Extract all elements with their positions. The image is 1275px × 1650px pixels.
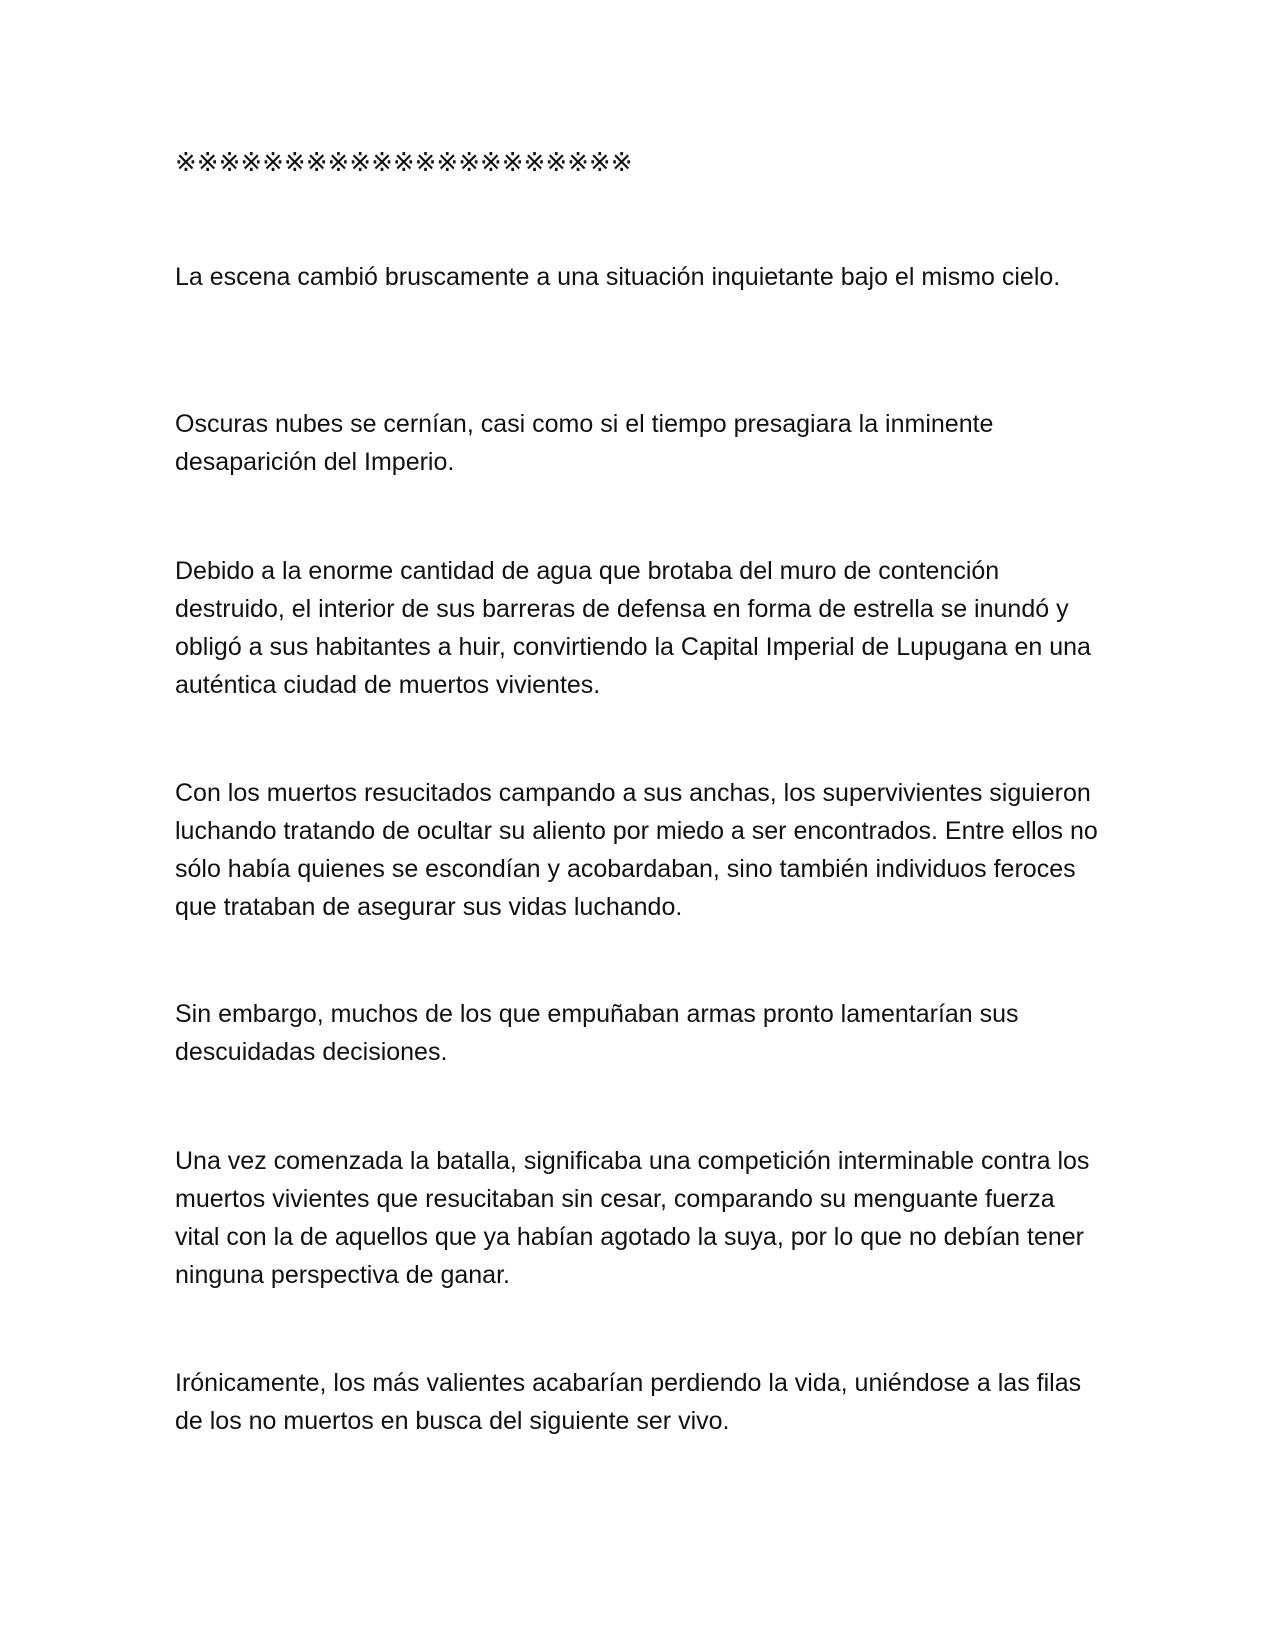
paragraph: Irónicamente, los más valientes acabarían perdiendo la vida, uniéndose a las filas de los no muertos en busca del siguiente ser vivo. — [175, 1369, 1082, 1435]
paragraph: Debido a la enorme cantidad de agua que brotaba del muro de contención destruido, el interior de sus barreras de defensa en forma de estrella se inundó y obligó a sus habitantes a huir, convirtiendo la Capital Imperial de Lupugana en una auténtica ciudad de muertos vivientes. — [175, 557, 1091, 699]
paragraph: Oscuras nubes se cernían, casi como si el tiempo presagiara la inminente desaparición del Imperio. — [175, 410, 994, 476]
section-divider: ※※※※※※※※※※※※※※※※※※※※※ — [175, 148, 633, 178]
paragraph: Con los muertos resucitados campando a sus anchas, los supervivientes siguieron luchando tratando de ocultar su aliento por miedo a ser encontrados. Entre ellos no sólo había quienes se escondían y acobardaban, sino también individuos feroces que trataban de asegurar sus vidas luchando. — [175, 779, 1098, 921]
paragraph: La escena cambió bruscamente a una situación inquietante bajo el mismo cielo. — [175, 263, 1061, 291]
paragraph: Sin embargo, muchos de los que empuñaban armas pronto lamentarían sus descuidadas decisiones. — [175, 1000, 1019, 1066]
paragraph: Una vez comenzada la batalla, significaba una competición interminable contra los muertos vivientes que resucitaban sin cesar, comparando su menguante fuerza vital con la de aquellos que ya habían agotado la suya, por lo que no debían tener ninguna perspectiva de ganar. — [175, 1147, 1090, 1289]
